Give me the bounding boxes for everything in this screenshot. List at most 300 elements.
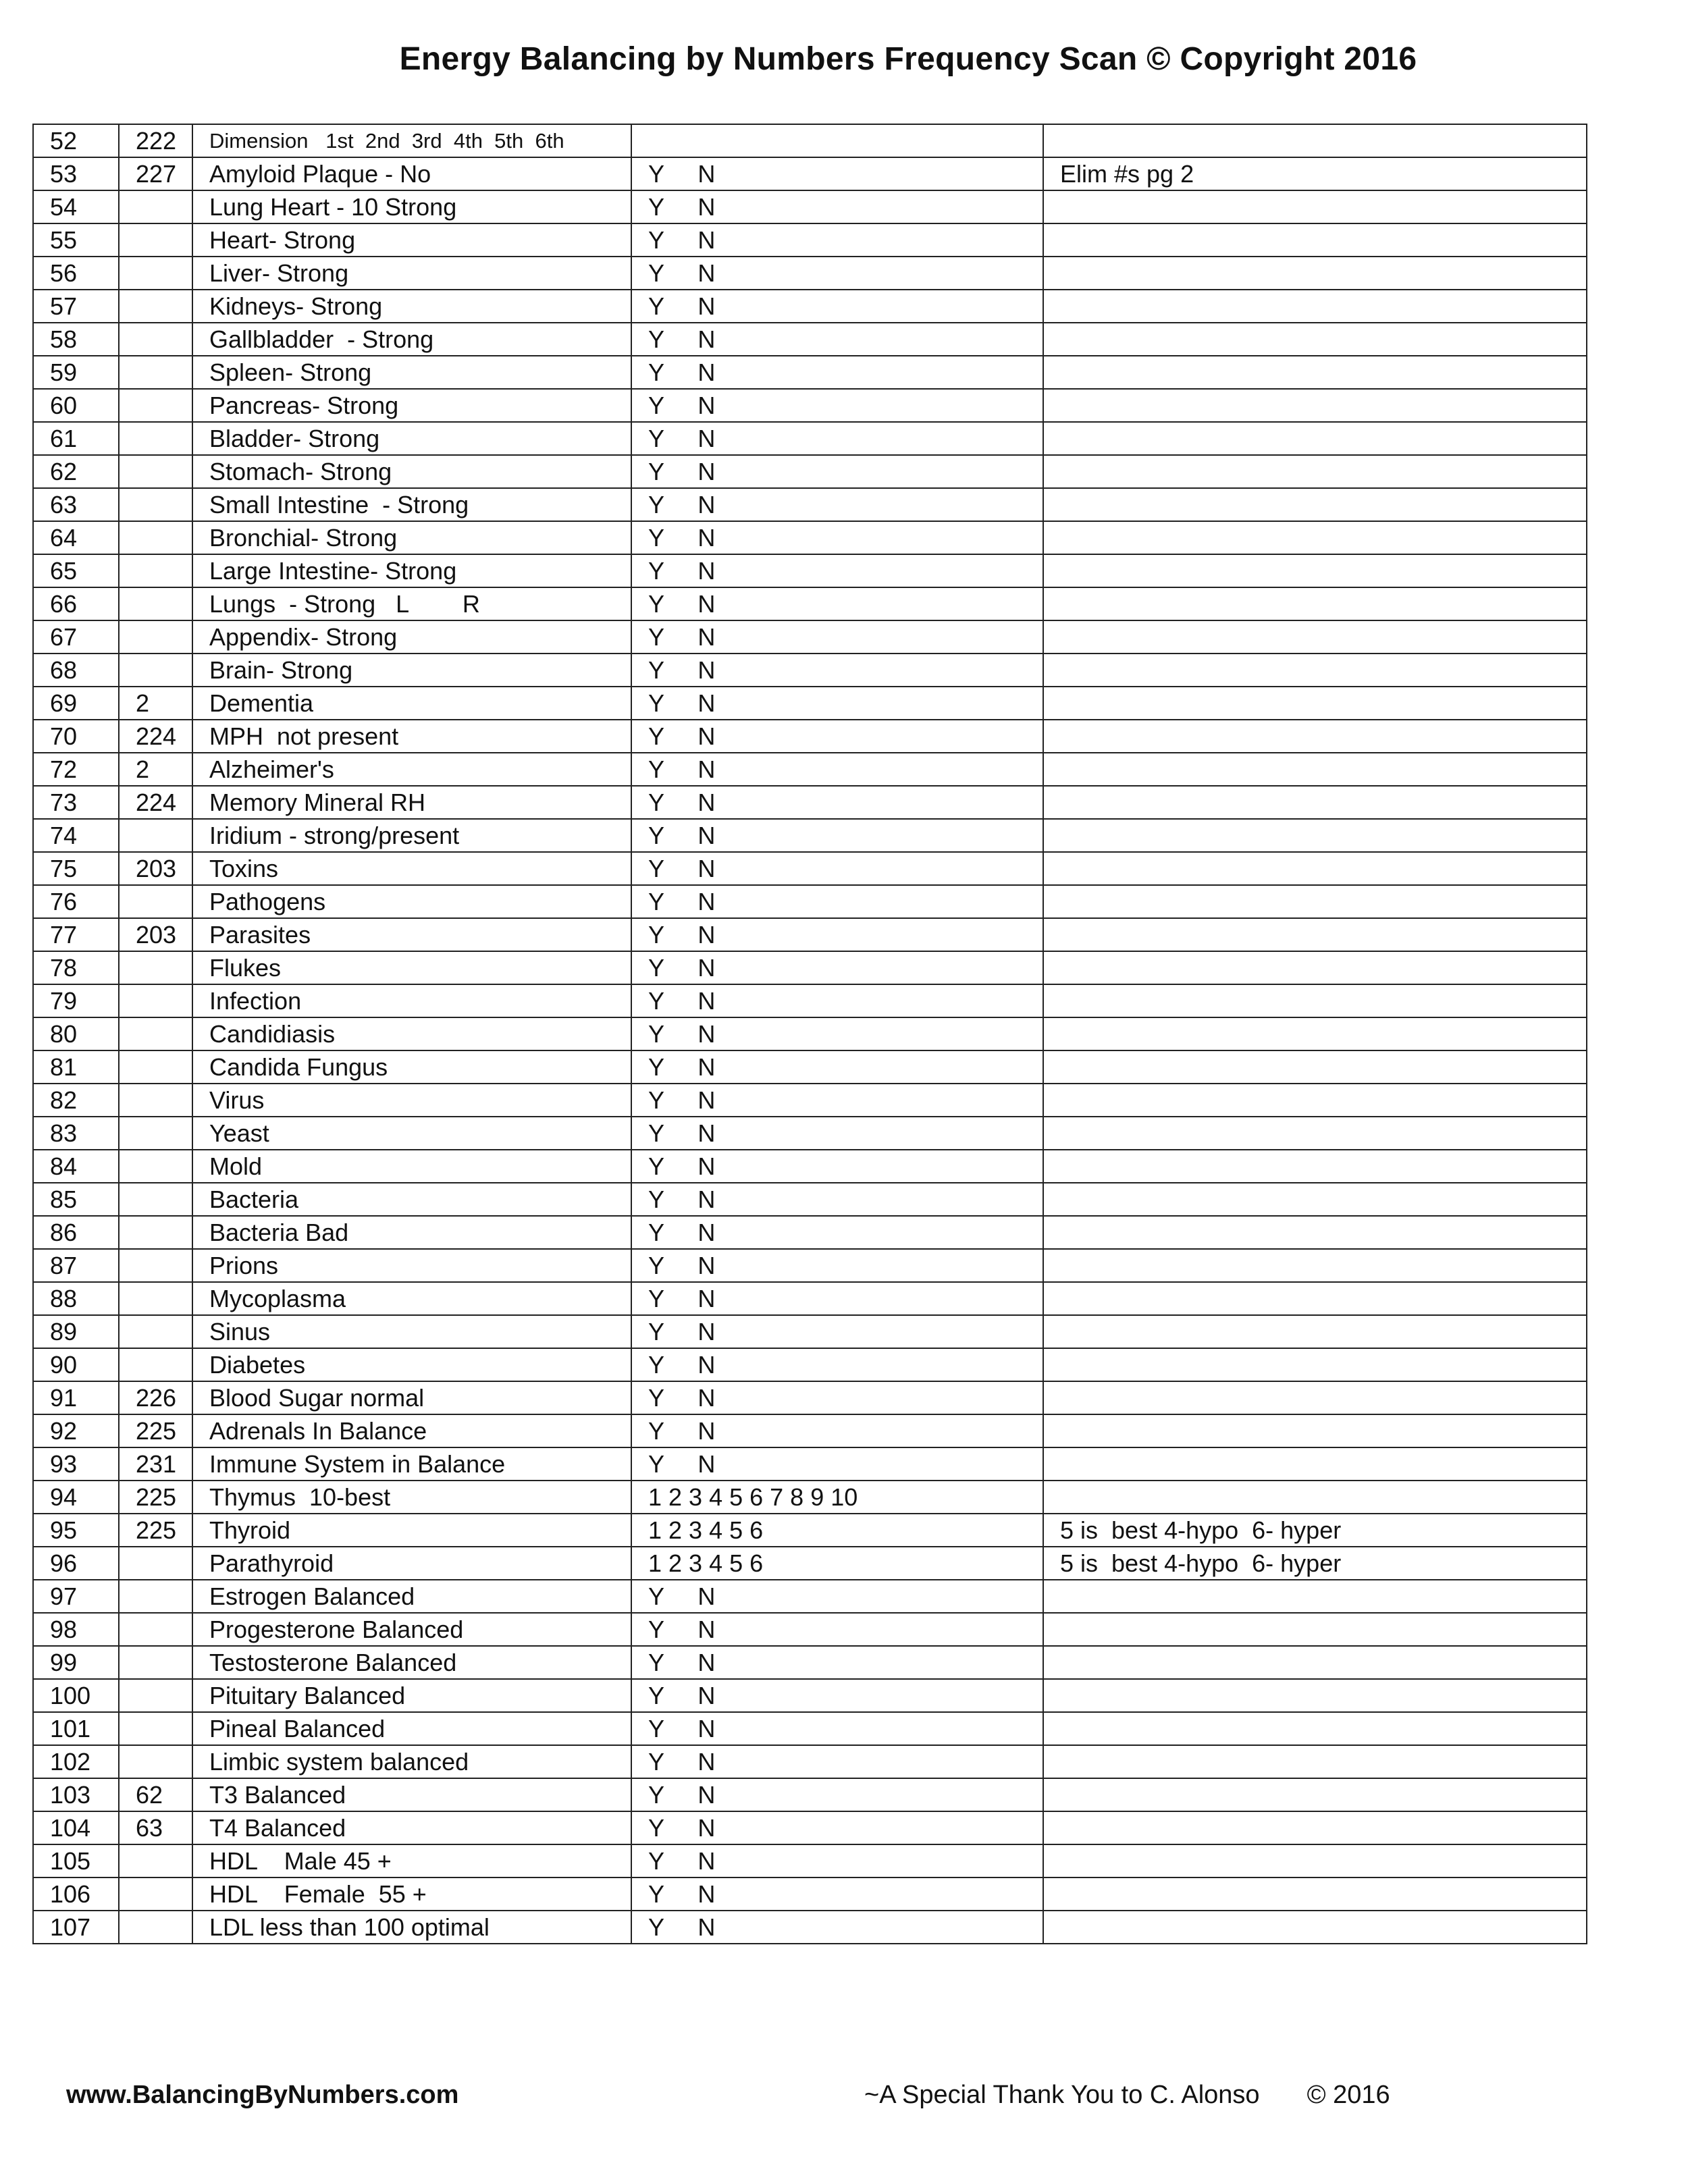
- row-note-cell: [1043, 918, 1587, 951]
- row-number-cell: 77: [33, 918, 119, 951]
- footer-thanks: ~A Special Thank You to C. Alonso: [864, 2081, 1260, 2109]
- row-label-cell: Pineal Balanced: [192, 1712, 631, 1745]
- row-answer-cell: Y N: [631, 819, 1043, 852]
- row-label-cell: Yeast: [192, 1117, 631, 1150]
- row-label-cell: Thyroid: [192, 1514, 631, 1547]
- row-number-cell: 69: [33, 687, 119, 720]
- row-number-cell: 89: [33, 1315, 119, 1348]
- row-answer-cell: Y N: [631, 753, 1043, 786]
- row-number-cell: 78: [33, 951, 119, 984]
- row-answer-cell: Y N: [631, 157, 1043, 190]
- row-code-cell: [119, 984, 192, 1017]
- row-note-cell: [1043, 1381, 1587, 1414]
- row-label-cell: Diabetes: [192, 1348, 631, 1381]
- row-label-cell: Estrogen Balanced: [192, 1580, 631, 1613]
- table-row: [33, 654, 1587, 687]
- table-row: [33, 1315, 1587, 1348]
- row-code-cell: [119, 488, 192, 521]
- table-row: [33, 1811, 1587, 1844]
- row-code-cell: [119, 885, 192, 918]
- row-number-cell: 97: [33, 1580, 119, 1613]
- row-answer-cell: Y N: [631, 1348, 1043, 1381]
- row-label-cell: Lung Heart - 10 Strong: [192, 190, 631, 223]
- row-note-cell: [1043, 786, 1587, 819]
- table-row: [33, 290, 1587, 323]
- table-row: [33, 819, 1587, 852]
- row-note-cell: [1043, 1911, 1587, 1944]
- row-number-cell: 56: [33, 257, 119, 290]
- row-answer-cell: Y N: [631, 1911, 1043, 1944]
- row-note-cell: [1043, 124, 1587, 157]
- row-number-cell: 95: [33, 1514, 119, 1547]
- row-number-cell: 87: [33, 1249, 119, 1282]
- row-code-cell: [119, 819, 192, 852]
- row-note-cell: [1043, 885, 1587, 918]
- row-label-cell: Parasites: [192, 918, 631, 951]
- row-label-cell: Limbic system balanced: [192, 1745, 631, 1778]
- row-label-cell: Mold: [192, 1150, 631, 1183]
- row-label-cell: HDL Male 45 +: [192, 1844, 631, 1877]
- row-note-cell: [1043, 1249, 1587, 1282]
- row-code-cell: [119, 1017, 192, 1050]
- row-answer-cell: Y N: [631, 1150, 1043, 1183]
- row-answer-cell: Y N: [631, 1646, 1043, 1679]
- row-number-cell: 94: [33, 1481, 119, 1514]
- row-label-cell: Virus: [192, 1084, 631, 1117]
- row-note-cell: [1043, 1745, 1587, 1778]
- row-code-cell: [119, 323, 192, 356]
- row-label-cell: Pancreas- Strong: [192, 389, 631, 422]
- table-row: [33, 1282, 1587, 1315]
- table-row: [33, 852, 1587, 885]
- row-label-cell: Dimension 1st 2nd 3rd 4th 5th 6th: [192, 124, 631, 157]
- table-row: [33, 984, 1587, 1017]
- table-row: [33, 1712, 1587, 1745]
- row-code-cell: 225: [119, 1481, 192, 1514]
- row-answer-cell: Y N: [631, 1778, 1043, 1811]
- row-answer-cell: Y N: [631, 654, 1043, 687]
- row-number-cell: 81: [33, 1050, 119, 1084]
- row-note-cell: Elim #s pg 2: [1043, 157, 1587, 190]
- row-answer-cell: Y N: [631, 1877, 1043, 1911]
- row-note-cell: [1043, 1084, 1587, 1117]
- row-answer-cell: Y N: [631, 1381, 1043, 1414]
- row-number-cell: 91: [33, 1381, 119, 1414]
- row-code-cell: [119, 521, 192, 554]
- row-note-cell: [1043, 720, 1587, 753]
- row-code-cell: [119, 257, 192, 290]
- table-row: [33, 786, 1587, 819]
- row-answer-cell: Y N: [631, 554, 1043, 587]
- table-row: [33, 1778, 1587, 1811]
- row-number-cell: 52: [33, 124, 119, 157]
- row-number-cell: 64: [33, 521, 119, 554]
- row-number-cell: 65: [33, 554, 119, 587]
- row-note-cell: [1043, 819, 1587, 852]
- row-note-cell: [1043, 223, 1587, 257]
- row-code-cell: [119, 951, 192, 984]
- table-row: [33, 1481, 1587, 1514]
- row-answer-cell: Y N: [631, 687, 1043, 720]
- footer-credits: [864, 2081, 1390, 2110]
- row-number-cell: 70: [33, 720, 119, 753]
- table-row: [33, 918, 1587, 951]
- row-number-cell: 74: [33, 819, 119, 852]
- row-number-cell: 107: [33, 1911, 119, 1944]
- row-label-cell: T4 Balanced: [192, 1811, 631, 1844]
- row-answer-cell: Y N: [631, 1745, 1043, 1778]
- row-answer-cell: Y N: [631, 1216, 1043, 1249]
- table-row: [33, 157, 1587, 190]
- row-number-cell: 53: [33, 157, 119, 190]
- row-answer-cell: Y N: [631, 918, 1043, 951]
- row-code-cell: 225: [119, 1414, 192, 1447]
- row-number-cell: 103: [33, 1778, 119, 1811]
- table-row: [33, 1646, 1587, 1679]
- row-note-cell: [1043, 323, 1587, 356]
- row-label-cell: Pathogens: [192, 885, 631, 918]
- row-note-cell: [1043, 1414, 1587, 1447]
- row-answer-cell: Y N: [631, 951, 1043, 984]
- row-note-cell: [1043, 1216, 1587, 1249]
- row-note-cell: [1043, 1050, 1587, 1084]
- row-number-cell: 85: [33, 1183, 119, 1216]
- row-label-cell: Lungs - Strong L R: [192, 587, 631, 620]
- row-code-cell: [119, 1183, 192, 1216]
- row-answer-cell: Y N: [631, 422, 1043, 455]
- row-note-cell: [1043, 984, 1587, 1017]
- row-answer-cell: Y N: [631, 786, 1043, 819]
- row-number-cell: 99: [33, 1646, 119, 1679]
- table-row: [33, 356, 1587, 389]
- row-code-cell: [119, 389, 192, 422]
- row-answer-cell: Y N: [631, 356, 1043, 389]
- row-code-cell: [119, 1084, 192, 1117]
- row-answer-cell: Y N: [631, 521, 1043, 554]
- row-number-cell: 80: [33, 1017, 119, 1050]
- row-answer-cell: Y N: [631, 290, 1043, 323]
- row-label-cell: Amyloid Plaque - No: [192, 157, 631, 190]
- row-note-cell: [1043, 587, 1587, 620]
- row-answer-cell: Y N: [631, 257, 1043, 290]
- row-code-cell: [119, 554, 192, 587]
- table-row: [33, 1447, 1587, 1481]
- table-row: [33, 124, 1587, 157]
- row-code-cell: 225: [119, 1514, 192, 1547]
- table-row: [33, 1745, 1587, 1778]
- row-note-cell: [1043, 1183, 1587, 1216]
- row-code-cell: [119, 1282, 192, 1315]
- row-answer-cell: Y N: [631, 885, 1043, 918]
- table-row: [33, 1216, 1587, 1249]
- row-number-cell: 79: [33, 984, 119, 1017]
- row-label-cell: Bladder- Strong: [192, 422, 631, 455]
- row-number-cell: 105: [33, 1844, 119, 1877]
- table-row: [33, 455, 1587, 488]
- row-label-cell: Sinus: [192, 1315, 631, 1348]
- row-note-cell: [1043, 654, 1587, 687]
- row-note-cell: 5 is best 4-hypo 6- hyper: [1043, 1514, 1587, 1547]
- row-label-cell: Alzheimer's: [192, 753, 631, 786]
- footer-copyright: © 2016: [1307, 2081, 1390, 2109]
- row-note-cell: [1043, 1580, 1587, 1613]
- row-answer-cell: Y N: [631, 1844, 1043, 1877]
- row-label-cell: MPH not present: [192, 720, 631, 753]
- row-label-cell: Testosterone Balanced: [192, 1646, 631, 1679]
- row-code-cell: [119, 1613, 192, 1646]
- row-note-cell: [1043, 620, 1587, 654]
- row-note-cell: [1043, 455, 1587, 488]
- row-label-cell: Gallbladder - Strong: [192, 323, 631, 356]
- row-label-cell: LDL less than 100 optimal: [192, 1911, 631, 1944]
- row-answer-cell: Y N: [631, 620, 1043, 654]
- row-answer-cell: Y N: [631, 1613, 1043, 1646]
- row-label-cell: Thymus 10-best: [192, 1481, 631, 1514]
- row-number-cell: 88: [33, 1282, 119, 1315]
- row-note-cell: [1043, 422, 1587, 455]
- row-note-cell: [1043, 1150, 1587, 1183]
- row-answer-cell: Y N: [631, 1017, 1043, 1050]
- row-answer-cell: Y N: [631, 1084, 1043, 1117]
- page-title: [0, 41, 1688, 78]
- row-answer-cell: Y N: [631, 1414, 1043, 1447]
- row-code-cell: 63: [119, 1811, 192, 1844]
- row-number-cell: 68: [33, 654, 119, 687]
- table-row: [33, 1547, 1587, 1580]
- row-number-cell: 59: [33, 356, 119, 389]
- table-row: [33, 587, 1587, 620]
- row-number-cell: 90: [33, 1348, 119, 1381]
- row-number-cell: 55: [33, 223, 119, 257]
- row-code-cell: [119, 1679, 192, 1712]
- row-note-cell: [1043, 951, 1587, 984]
- row-note-cell: [1043, 389, 1587, 422]
- row-label-cell: Candida Fungus: [192, 1050, 631, 1084]
- row-number-cell: 82: [33, 1084, 119, 1117]
- row-number-cell: 72: [33, 753, 119, 786]
- table-row: [33, 389, 1587, 422]
- row-label-cell: Memory Mineral RH: [192, 786, 631, 819]
- table-row: [33, 1117, 1587, 1150]
- row-answer-cell: Y N: [631, 488, 1043, 521]
- table-row: [33, 422, 1587, 455]
- row-note-cell: [1043, 290, 1587, 323]
- row-answer-cell: Y N: [631, 1712, 1043, 1745]
- row-label-cell: Large Intestine- Strong: [192, 554, 631, 587]
- row-note-cell: [1043, 1315, 1587, 1348]
- row-answer-cell: Y N: [631, 1249, 1043, 1282]
- table-row: [33, 323, 1587, 356]
- table-row: [33, 1183, 1587, 1216]
- scan-table-body: [33, 124, 1587, 1944]
- table-row: [33, 1150, 1587, 1183]
- row-label-cell: Progesterone Balanced: [192, 1613, 631, 1646]
- row-note-cell: [1043, 1613, 1587, 1646]
- row-number-cell: 93: [33, 1447, 119, 1481]
- table-row: [33, 687, 1587, 720]
- row-label-cell: Bacteria Bad: [192, 1216, 631, 1249]
- row-note-cell: [1043, 1844, 1587, 1877]
- row-note-cell: [1043, 1447, 1587, 1481]
- table-row: [33, 1514, 1587, 1547]
- row-answer-cell: Y N: [631, 389, 1043, 422]
- row-answer-cell: Y N: [631, 1679, 1043, 1712]
- table-row: [33, 1084, 1587, 1117]
- row-number-cell: 61: [33, 422, 119, 455]
- row-label-cell: Immune System in Balance: [192, 1447, 631, 1481]
- page-title-text: Energy Balancing by Numbers Frequency Scan © Copyright 2016: [399, 41, 1417, 77]
- row-label-cell: Mycoplasma: [192, 1282, 631, 1315]
- row-code-cell: 222: [119, 124, 192, 157]
- table-row: [33, 488, 1587, 521]
- table-row: [33, 1381, 1587, 1414]
- row-note-cell: [1043, 190, 1587, 223]
- table-row: [33, 1679, 1587, 1712]
- row-code-cell: 224: [119, 720, 192, 753]
- row-code-cell: [119, 1315, 192, 1348]
- row-label-cell: Prions: [192, 1249, 631, 1282]
- row-number-cell: 104: [33, 1811, 119, 1844]
- row-answer-cell: 1 2 3 4 5 6: [631, 1547, 1043, 1580]
- row-number-cell: 76: [33, 885, 119, 918]
- row-number-cell: 62: [33, 455, 119, 488]
- table-row: [33, 1050, 1587, 1084]
- row-answer-cell: Y N: [631, 223, 1043, 257]
- table-row: [33, 257, 1587, 290]
- row-answer-cell: Y N: [631, 323, 1043, 356]
- row-note-cell: [1043, 488, 1587, 521]
- row-label-cell: Small Intestine - Strong: [192, 488, 631, 521]
- row-code-cell: [119, 1877, 192, 1911]
- row-note-cell: [1043, 1778, 1587, 1811]
- row-code-cell: [119, 654, 192, 687]
- row-code-cell: 224: [119, 786, 192, 819]
- table-row: [33, 1844, 1587, 1877]
- row-label-cell: Infection: [192, 984, 631, 1017]
- row-note-cell: [1043, 257, 1587, 290]
- row-note-cell: [1043, 1679, 1587, 1712]
- row-label-cell: Candidiasis: [192, 1017, 631, 1050]
- row-number-cell: 73: [33, 786, 119, 819]
- row-code-cell: 2: [119, 753, 192, 786]
- row-answer-cell: 1 2 3 4 5 6 7 8 9 10: [631, 1481, 1043, 1514]
- row-answer-cell: Y N: [631, 1580, 1043, 1613]
- row-number-cell: 98: [33, 1613, 119, 1646]
- row-label-cell: Iridium - strong/present: [192, 819, 631, 852]
- row-code-cell: [119, 223, 192, 257]
- row-number-cell: 63: [33, 488, 119, 521]
- table-row: [33, 223, 1587, 257]
- table-row: [33, 951, 1587, 984]
- row-label-cell: Kidneys- Strong: [192, 290, 631, 323]
- row-label-cell: Brain- Strong: [192, 654, 631, 687]
- row-note-cell: [1043, 1117, 1587, 1150]
- row-label-cell: Bronchial- Strong: [192, 521, 631, 554]
- frequency-scan-table: [32, 124, 1587, 1944]
- row-code-cell: [119, 1216, 192, 1249]
- row-code-cell: 62: [119, 1778, 192, 1811]
- row-label-cell: Pituitary Balanced: [192, 1679, 631, 1712]
- row-code-cell: [119, 1547, 192, 1580]
- row-label-cell: Spleen- Strong: [192, 356, 631, 389]
- table-row: [33, 1017, 1587, 1050]
- table-row: [33, 190, 1587, 223]
- row-note-cell: [1043, 554, 1587, 587]
- row-code-cell: [119, 1150, 192, 1183]
- row-note-cell: [1043, 521, 1587, 554]
- row-answer-cell: Y N: [631, 1282, 1043, 1315]
- table-row: [33, 1613, 1587, 1646]
- row-code-cell: [119, 1911, 192, 1944]
- footer-website: www.BalancingByNumbers.com: [66, 2081, 459, 2109]
- row-label-cell: Toxins: [192, 852, 631, 885]
- row-label-cell: T3 Balanced: [192, 1778, 631, 1811]
- row-answer-cell: Y N: [631, 190, 1043, 223]
- row-code-cell: 2: [119, 687, 192, 720]
- row-answer-cell: Y N: [631, 720, 1043, 753]
- row-answer-cell: [631, 124, 1043, 157]
- row-code-cell: [119, 356, 192, 389]
- row-code-cell: 231: [119, 1447, 192, 1481]
- row-code-cell: [119, 1249, 192, 1282]
- table-row: [33, 1249, 1587, 1282]
- row-code-cell: [119, 1580, 192, 1613]
- row-note-cell: [1043, 753, 1587, 786]
- row-number-cell: 92: [33, 1414, 119, 1447]
- row-answer-cell: Y N: [631, 984, 1043, 1017]
- row-answer-cell: Y N: [631, 1183, 1043, 1216]
- row-number-cell: 101: [33, 1712, 119, 1745]
- row-label-cell: Bacteria: [192, 1183, 631, 1216]
- row-code-cell: [119, 1646, 192, 1679]
- row-number-cell: 102: [33, 1745, 119, 1778]
- row-number-cell: 67: [33, 620, 119, 654]
- table-row: [33, 885, 1587, 918]
- row-note-cell: [1043, 687, 1587, 720]
- row-answer-cell: Y N: [631, 587, 1043, 620]
- table-row: [33, 620, 1587, 654]
- row-note-cell: [1043, 356, 1587, 389]
- row-code-cell: [119, 290, 192, 323]
- row-label-cell: HDL Female 55 +: [192, 1877, 631, 1911]
- row-label-cell: Adrenals In Balance: [192, 1414, 631, 1447]
- row-code-cell: [119, 455, 192, 488]
- row-note-cell: [1043, 1811, 1587, 1844]
- row-answer-cell: Y N: [631, 1315, 1043, 1348]
- table-row: [33, 1348, 1587, 1381]
- table-row: [33, 1414, 1587, 1447]
- row-label-cell: Liver- Strong: [192, 257, 631, 290]
- table-row: [33, 720, 1587, 753]
- row-code-cell: 203: [119, 918, 192, 951]
- row-code-cell: [119, 620, 192, 654]
- row-note-cell: [1043, 1712, 1587, 1745]
- table-row: [33, 521, 1587, 554]
- row-number-cell: 58: [33, 323, 119, 356]
- row-number-cell: 60: [33, 389, 119, 422]
- row-code-cell: [119, 422, 192, 455]
- row-number-cell: 54: [33, 190, 119, 223]
- row-note-cell: 5 is best 4-hypo 6- hyper: [1043, 1547, 1587, 1580]
- row-number-cell: 96: [33, 1547, 119, 1580]
- row-answer-cell: Y N: [631, 1811, 1043, 1844]
- row-code-cell: 203: [119, 852, 192, 885]
- row-answer-cell: 1 2 3 4 5 6: [631, 1514, 1043, 1547]
- row-answer-cell: Y N: [631, 1447, 1043, 1481]
- row-number-cell: 100: [33, 1679, 119, 1712]
- row-code-cell: [119, 1348, 192, 1381]
- row-note-cell: [1043, 1348, 1587, 1381]
